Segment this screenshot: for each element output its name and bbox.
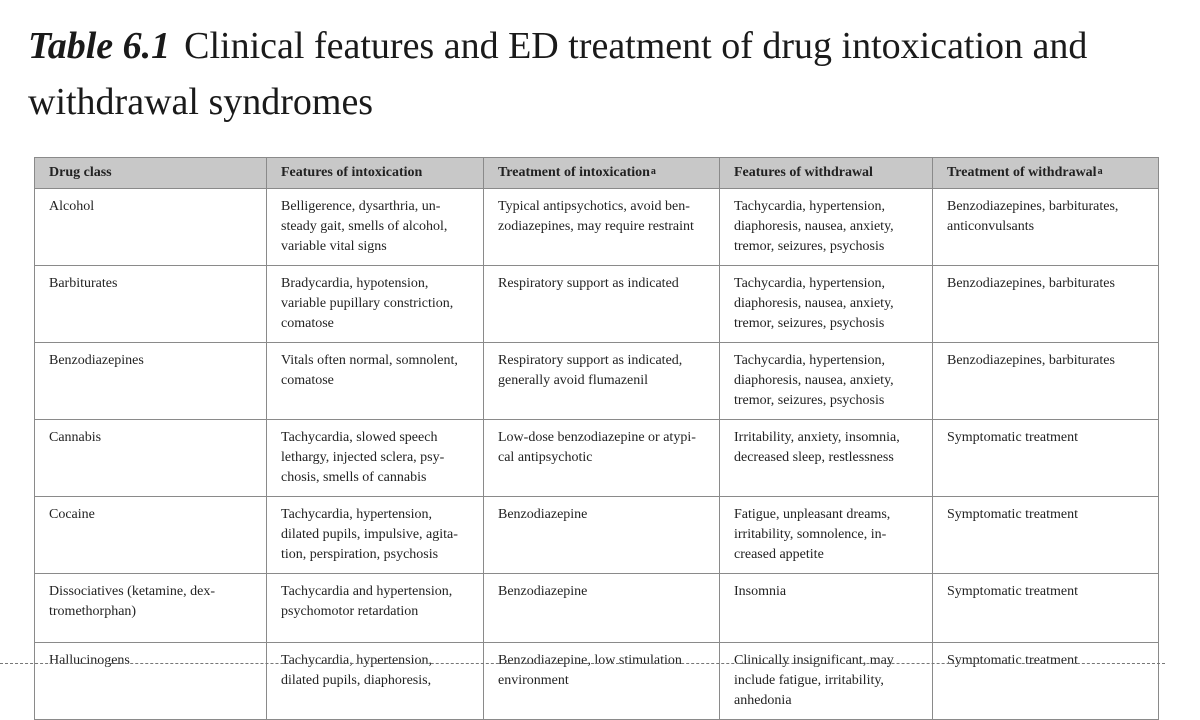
cell-treatment-withdrawal: Symptomatic treatment: [933, 643, 1159, 720]
cell-treatment-intoxication: Benzodiazepine: [484, 574, 720, 643]
header-treatment-withdrawal: Treatment of withdrawal$^a$: [933, 158, 1159, 189]
header-drug-class: Drug class: [35, 158, 267, 189]
cell-features-withdrawal: Tachycardia, hypertension, diaphoresis, nausea, anxiety, tremor, seizures, psychosis: [720, 266, 933, 343]
cell-features-intoxication: Tachycardia, slowed speech lethargy, injected sclera, psy-chosis, smells of cannabis: [267, 420, 484, 497]
header-treatment-intoxication: Treatment of intoxication$^a$: [484, 158, 720, 189]
table-caption: Clinical features and ED treatment of drug intoxication and withdrawal syndromes: [28, 25, 1088, 123]
cell-drug-class: Dissociatives (ketamine, dex-tromethorphan): [35, 574, 267, 643]
cell-features-withdrawal: Fatigue, unpleasant dreams, irritability, somnolence, in-creased appetite: [720, 497, 933, 574]
cell-treatment-withdrawal: Benzodiazepines, barbiturates: [933, 343, 1159, 420]
cell-treatment-intoxication: Respiratory support as indicated, generally avoid flumazenil: [484, 343, 720, 420]
cell-features-withdrawal: Insomnia: [720, 574, 933, 643]
cell-drug-class: Benzodiazepines: [35, 343, 267, 420]
cell-features-intoxication: Vitals often normal, somnolent, comatose: [267, 343, 484, 420]
cell-features-intoxication: Tachycardia and hypertension, psychomotor retardation: [267, 574, 484, 643]
cell-drug-class: Alcohol: [35, 189, 267, 266]
cell-features-intoxication: Belligerence, dysarthria, un-steady gait, smells of alcohol, variable vital signs: [267, 189, 484, 266]
drug-syndromes-table: [34, 157, 1159, 720]
cell-treatment-withdrawal: Symptomatic treatment: [933, 574, 1159, 643]
cell-treatment-intoxication: Typical antipsychotics, avoid ben-zodiazepines, may require restraint: [484, 189, 720, 266]
cell-drug-class: Cocaine: [35, 497, 267, 574]
cell-treatment-intoxication: Benzodiazepine: [484, 497, 720, 574]
footnote-marker: a: [650, 166, 656, 177]
cell-features-intoxication: Tachycardia, hypertension, dilated pupils, diaphoresis,: [267, 643, 484, 720]
header-features-intoxication: Features of intoxication: [267, 158, 484, 189]
table-title: [28, 18, 1188, 130]
cell-treatment-withdrawal: Symptomatic treatment: [933, 420, 1159, 497]
table-number: Table 6.1: [28, 25, 171, 67]
table-row: [35, 643, 1159, 720]
cell-treatment-intoxication: Low-dose benzodiazepine or atypi-cal antipsychotic: [484, 420, 720, 497]
table-row: [35, 420, 1159, 497]
cell-features-withdrawal: Clinically insignificant, may include fatigue, irritability, anhedonia: [720, 643, 933, 720]
cell-treatment-withdrawal: Benzodiazepines, barbiturates, anticonvulsants: [933, 189, 1159, 266]
table-header-row: [35, 158, 1159, 189]
cell-features-withdrawal: Irritability, anxiety, insomnia, decreased sleep, restlessness: [720, 420, 933, 497]
table-row: [35, 574, 1159, 643]
cell-treatment-intoxication: Benzodiazepine, low stimulation environment: [484, 643, 720, 720]
cell-features-intoxication: Tachycardia, hypertension, dilated pupils, impulsive, agita-tion, perspiration, psychosis: [267, 497, 484, 574]
table-row: [35, 189, 1159, 266]
cell-treatment-withdrawal: Symptomatic treatment: [933, 497, 1159, 574]
cell-features-withdrawal: Tachycardia, hypertension, diaphoresis, nausea, anxiety, tremor, seizures, psychosis: [720, 189, 933, 266]
table-row: [35, 266, 1159, 343]
cell-drug-class: Barbiturates: [35, 266, 267, 343]
page-cut-rule: [0, 663, 1165, 664]
cell-treatment-withdrawal: Benzodiazepines, barbiturates: [933, 266, 1159, 343]
header-features-withdrawal: Features of withdrawal: [720, 158, 933, 189]
cell-drug-class: Cannabis: [35, 420, 267, 497]
footnote-marker: a: [1097, 166, 1103, 177]
cell-features-intoxication: Bradycardia, hypotension, variable pupillary constriction, comatose: [267, 266, 484, 343]
table-row: [35, 497, 1159, 574]
cell-treatment-intoxication: Respiratory support as indicated: [484, 266, 720, 343]
cell-drug-class: Hallucinogens: [35, 643, 267, 720]
cell-features-withdrawal: Tachycardia, hypertension, diaphoresis, nausea, anxiety, tremor, seizures, psychosis: [720, 343, 933, 420]
table-row: [35, 343, 1159, 420]
